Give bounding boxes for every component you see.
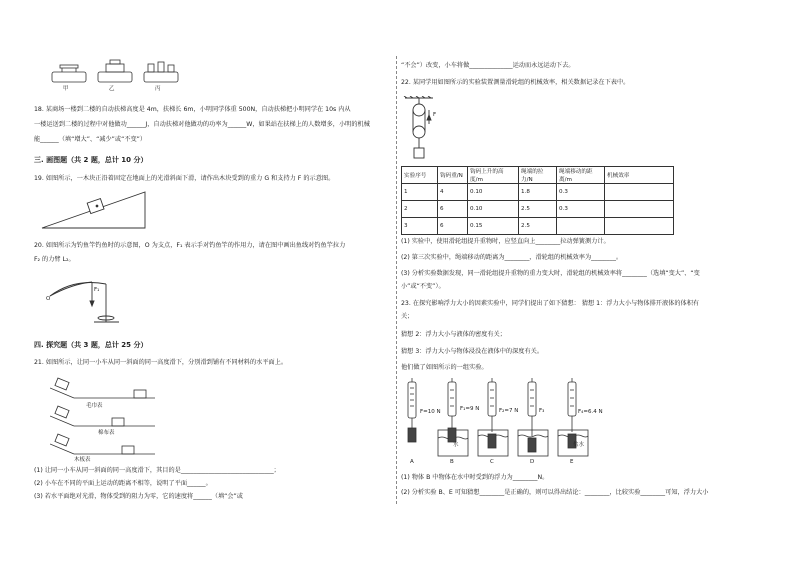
force-label-b: F₁=9 N <box>460 406 480 412</box>
table-row <box>402 201 674 218</box>
q23-text-cont: 关； <box>401 313 414 320</box>
q20-line1: 20. 如图所示为钓鱼竿钓鱼时的示意图，O 为支点，F₁ 表示手对钓鱼竿的作用力，请在图中画出鱼线对钓鱼竿拉力 <box>34 242 346 249</box>
table-cell <box>605 218 674 235</box>
q21-continued: “不会”）改变，小车将做______________运动而永远运动下去。 <box>401 62 575 69</box>
q21-sub3: (3) 若水平面绝对光滑，物体受到的阻力为零，它的速度将______（填“会”或 <box>34 493 243 500</box>
table-cell: 2.5 <box>519 218 557 235</box>
table-cell: 0.10 <box>468 184 519 201</box>
table-cell: 4 <box>438 184 468 201</box>
table-cell <box>605 201 674 218</box>
fishing-rod-figure <box>44 268 134 328</box>
q22-sub2: (2) 第三次实验中，绳端移动的距离为________，滑轮组的机械效率为________。 <box>401 254 623 261</box>
table-row <box>402 184 674 201</box>
q22-sub1: (1) 实验中，使用滑轮组提升重物时，应竖直向上________拉动弹簧测力计。 <box>401 238 610 245</box>
experiment-intro: 他们做了如图所示的一组实验。 <box>401 364 488 371</box>
pulley-f-label: F <box>433 112 437 118</box>
o-label: O <box>46 296 51 302</box>
table-header-row <box>402 167 674 184</box>
q23-text: 23. 在探究影响浮力大小的因素实验中，同学们提出了如下猜想： 猜想 1：浮力大小与物体排开液体的体积有 <box>401 300 700 307</box>
carts-slope-figure <box>50 368 160 460</box>
force-label-c: F₂=7 N <box>499 408 519 414</box>
setup-label-d: D <box>530 459 535 465</box>
salt-water-label: 盐水 <box>573 442 585 448</box>
table-cell <box>557 218 605 235</box>
section3-heading: 三. 画图题（共 2 题，总计 10 分） <box>34 156 148 164</box>
q22-sub3b: 小”或“不变”）。 <box>401 283 445 290</box>
table-header: 绳端的拉力/N <box>519 167 557 184</box>
q21-sub1: (1) 让同一小车从同一斜面的同一高度滑下，其目的是______________________________； <box>34 467 280 474</box>
q22-sub3a: (3) 分析实验数据发现，同一滑轮组提升重物的重力变大时，滑轮组的机械效率将________（选填“变大”、“变 <box>401 270 700 277</box>
table-cell: 0.3 <box>557 184 605 201</box>
table-header: 机械效率 <box>605 167 674 184</box>
table-cell: 1.8 <box>519 184 557 201</box>
table-cell: 2.5 <box>519 201 557 218</box>
setup-label-a: A <box>410 459 414 465</box>
q20-line2: F₂ 的力臂 L₂。 <box>34 256 75 263</box>
setup-label-c: C <box>490 459 494 465</box>
table-cell: 0.15 <box>468 218 519 235</box>
surface-label-board: 木板表 <box>74 457 91 463</box>
incline-figure <box>40 188 150 233</box>
q21-sub2: (2) 小车在不同的平面上运动的距离不相等，说明了平面______。 <box>34 480 212 487</box>
table-cell: 0.10 <box>468 201 519 218</box>
table-cell: 6 <box>438 201 468 218</box>
force-label-e: F₄=6.4 N <box>578 409 603 415</box>
q18-line2: 一楼运送到二楼的过程中对他做功______J，自动扶梯对他做功的功率为______W，如果站在扶梯上的人数增多，小明的机械 <box>34 121 370 128</box>
table-header: 绳端移动的距离/m <box>557 167 605 184</box>
table-cell: 2 <box>402 201 438 218</box>
fig-label-jia: 甲 <box>63 86 69 92</box>
surface-label-towel: 毛巾表 <box>86 403 103 409</box>
surface-label-cotton: 棉布表 <box>98 430 115 436</box>
table-header: 钩码重/N <box>438 167 468 184</box>
table-row <box>402 218 674 235</box>
guess2-text: 猜想 2：浮力大小与液体的密度有关； <box>401 331 506 338</box>
fig-label-yi: 乙 <box>109 86 115 92</box>
efficiency-table <box>401 166 674 235</box>
table-cell: 1 <box>402 184 438 201</box>
table-header: 实验序号 <box>402 167 438 184</box>
water-label: 水 <box>453 442 459 448</box>
section4-heading: 四. 探究题（共 3 题，总计 25 分） <box>34 341 148 349</box>
q18-line3: 能______（填“增大”、“减少”或“不变”） <box>34 136 147 143</box>
guess3-text: 猜想 3：浮力大小与物体浸没在液体中的深度有关。 <box>401 348 544 355</box>
force-label-a: F=10 N <box>420 409 441 415</box>
table-cell <box>605 184 674 201</box>
table-cell: 6 <box>438 218 468 235</box>
q19-text: 19. 如图所示，一木块正沿着固定在地面上的光滑斜面下滑，请作出木块受到的重力 G 和支持力 F 的示意图。 <box>34 175 335 182</box>
table-cell: 0.3 <box>557 201 605 218</box>
table-cell: 3 <box>402 218 438 235</box>
q22-text: 22. 某同学用如图所示的实验装置测量滑轮组的机械效率，相关数据记录在下表中。 <box>401 79 630 86</box>
setup-label-e: E <box>570 459 574 465</box>
setup-label-b: B <box>450 459 454 465</box>
q23-sub2: (2) 分析实验 B、E 可知猜想________是正确的，则可以得出结论：________，比较实验________可知，浮力大小 <box>401 489 709 496</box>
force-label-d: F₃ <box>539 408 545 414</box>
pulley-figure <box>401 96 441 162</box>
q23-sub1: (1) 物体 B 中物体在水中时受到的浮力为________N。 <box>401 474 549 481</box>
q18-line1: 18. 某商场一楼到二楼的自动扶梯高度是 4m，扶梯长 6m，小明同学体重 500N，自动扶梯把小明同学在 10s 内从 <box>34 106 351 113</box>
f1-label: F₁ <box>94 287 100 293</box>
fig-label-bing: 丙 <box>155 86 161 92</box>
q21-text: 21. 如图所示，让同一小车从同一斜面的同一高度滑下，分别滑到铺有不同材料的水平面上。 <box>34 359 288 366</box>
table-header: 钩码上升的高度/m <box>468 167 519 184</box>
column-divider <box>396 56 397 504</box>
buoyancy-experiment-figure <box>400 378 590 466</box>
